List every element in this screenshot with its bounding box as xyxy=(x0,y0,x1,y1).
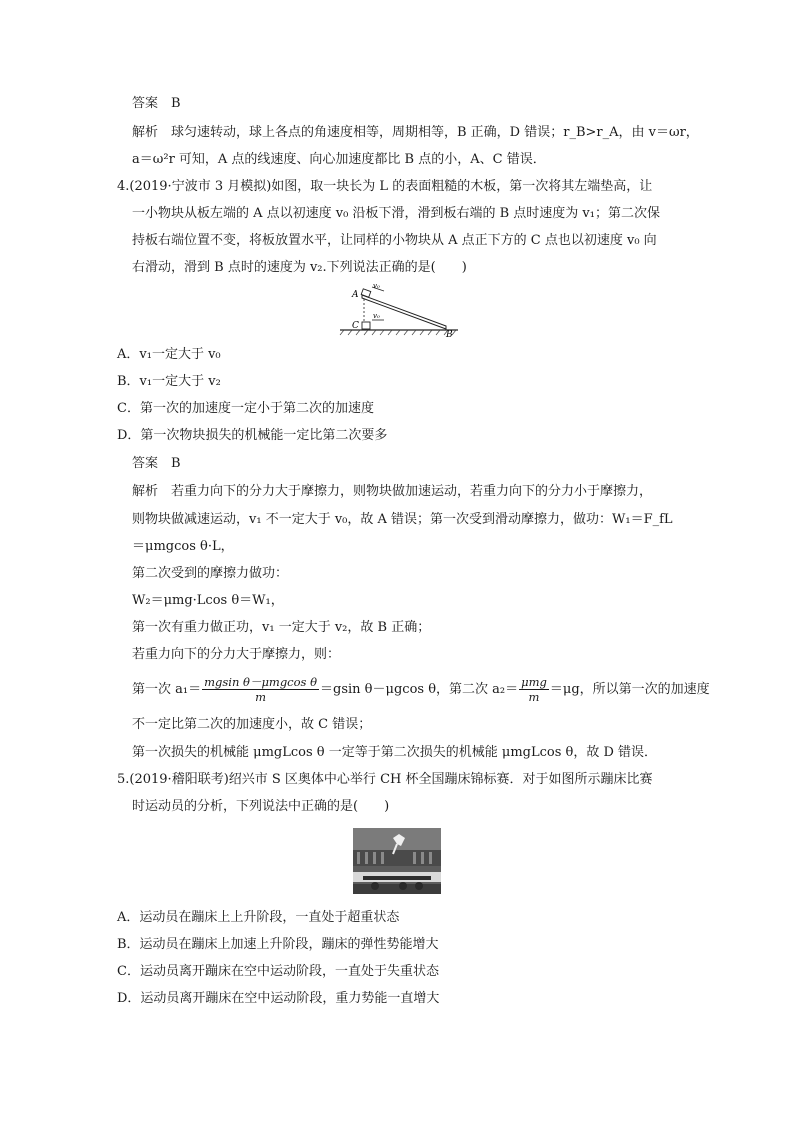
fraction-a1-numerator: mgsin θ－μmgcos θ xyxy=(204,675,318,689)
q3-analysis-line-1: 解析 球匀速转动，球上各点的角速度相等，周期相等，B 正确，D 错误；r_B>r_A，由 v＝ωr， xyxy=(132,125,699,140)
q4-analysis-tail-1: 不一定比第二次的加速度小，故 C 错误； xyxy=(132,717,372,732)
fraction-a2 xyxy=(519,675,549,704)
q4-analysis-line-2: 则物块做减速运动，v₁ 不一定大于 v₀，故 A 错误；第一次受到滑动摩擦力，做功：W₁＝F_fL xyxy=(132,512,673,527)
fraction-a1 xyxy=(202,675,319,704)
label-v0-bottom: v₀ xyxy=(373,312,380,320)
q4-analysis-line-1: 解析 若重力向下的分力大于摩擦力，则物块做加速运动，若重力向下的分力小于摩擦力， xyxy=(132,484,653,499)
q4-analysis-line-3: ＝μmgcos θ·L， xyxy=(132,539,234,554)
label-c: C xyxy=(352,321,359,331)
q5-option-c: C．运动员离开蹦床在空中运动阶段，一直处于失重状态 xyxy=(117,964,439,979)
label-v0-top: v₀ xyxy=(373,282,380,290)
q4-formula-line xyxy=(132,672,710,708)
q4-analysis-line-6: 第一次有重力做正功，v₁ 一定大于 v₂，故 B 正确； xyxy=(132,620,431,635)
q4-stem-line-1: 4.(2019·宁波市 3 月模拟)如图，取一块长为 L 的表面粗糙的木板，第一次将其左端垫高，让 xyxy=(117,179,653,194)
q3-analysis-line-2: a＝ω²r 可知，A 点的线速度、向心加速度都比 B 点的小，A、C 错误． xyxy=(132,152,546,167)
q4-stem-line-3: 持板右端位置不变，将板放置水平，让同样的小物块从 A 点正下方的 C 点也以初速度 v₀ 向 xyxy=(132,233,657,248)
q4-analysis-line-7: 若重力向下的分力大于摩擦力，则： xyxy=(132,647,341,662)
trampoline-photo xyxy=(353,828,441,894)
q4-option-c: C．第一次的加速度一定小于第二次的加速度 xyxy=(117,401,374,416)
incline-figure xyxy=(338,282,462,338)
q4-analysis-line-5: W₂＝μmg·Lcos θ＝W₁， xyxy=(132,593,284,608)
q4-stem-line-2: 一小物块从板左端的 A 点以初速度 v₀ 沿板下滑，滑到板右端的 B 点时速度为 v₁；第二次保 xyxy=(132,206,660,221)
fraction-a1-denominator: m xyxy=(255,690,267,704)
fraction-a2-denominator: m xyxy=(528,690,540,704)
q5-option-d: D．运动员离开蹦床在空中运动阶段，重力势能一直增大 xyxy=(117,991,440,1006)
formula-first-rest: ＝gsin θ－μgcos θ，第二次 a₂＝ xyxy=(320,682,519,697)
fraction-a2-numerator: μmg xyxy=(521,675,547,689)
formula-first-label: 第一次 a₁＝ xyxy=(132,682,202,697)
label-b: B xyxy=(446,330,453,338)
q4-analysis-tail-2: 第一次损失的机械能 μmgLcos θ 一定等于第二次损失的机械能 μmgLcos θ，故 D 错误． xyxy=(132,745,658,760)
q4-stem-line-4: 右滑动，滑到 B 点时的速度为 v₂.下列说法正确的是( ) xyxy=(132,260,467,275)
q5-stem-line-1: 5.(2019·稽阳联考)绍兴市 S 区奥体中心举行 CH 杯全国蹦床锦标赛．对于如图所示蹦床比赛 xyxy=(117,772,653,787)
label-a: A xyxy=(352,290,359,300)
q4-option-b: B．v₁一定大于 v₂ xyxy=(117,374,221,389)
q4-option-d: D．第一次物块损失的机械能一定比第二次要多 xyxy=(117,428,388,443)
q5-option-a: A．运动员在蹦床上上升阶段，一直处于超重状态 xyxy=(117,910,400,925)
q4-analysis-line-4: 第二次受到的摩擦力做功： xyxy=(132,566,289,581)
q3-answer: 答案 B xyxy=(132,96,181,111)
q4-option-a: A．v₁一定大于 v₀ xyxy=(117,347,221,362)
q4-answer: 答案 B xyxy=(132,456,181,471)
formula-second-rest: ＝μg，所以第一次的加速度 xyxy=(549,682,710,697)
q5-stem-line-2: 时运动员的分析，下列说法中正确的是( ) xyxy=(132,799,390,814)
q5-option-b: B．运动员在蹦床上加速上升阶段，蹦床的弹性势能增大 xyxy=(117,937,439,952)
